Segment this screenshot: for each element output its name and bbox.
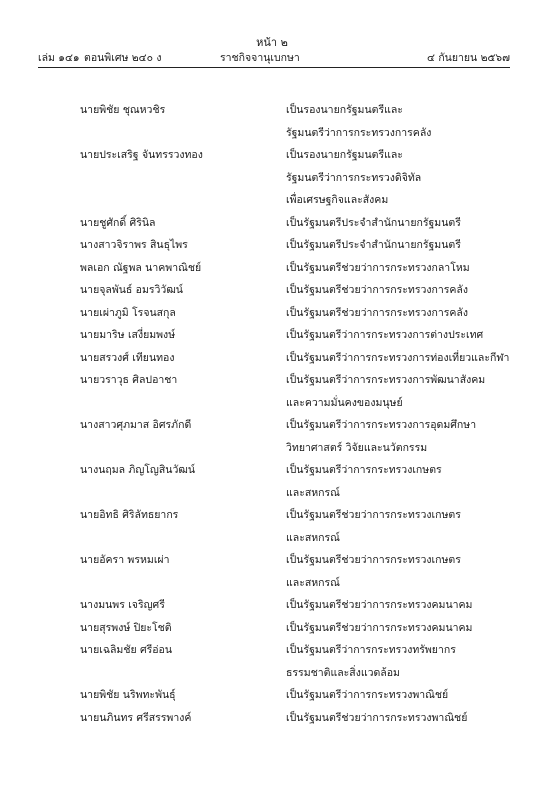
position-line: เป็นรัฐมนตรีประจำสำนักนายกรัฐมนตรี bbox=[286, 216, 461, 229]
appointee-name: นางสาวจิราพร สินธุไพร bbox=[80, 239, 188, 251]
appointee-name: นางมนพร เจริญศรี bbox=[80, 599, 165, 611]
position-line: เป็นรัฐมนตรีว่าการกระทรวงพาณิชย์ bbox=[286, 689, 449, 701]
appointment-position bbox=[286, 504, 526, 549]
position-line: เป็นรัฐมนตรีช่วยว่าการกระทรวงการคลัง bbox=[286, 284, 468, 296]
position-line: เป็นรัฐมนตรีว่าการกระทรวงการอุดมศึกษา bbox=[286, 419, 477, 431]
appointment-row bbox=[0, 639, 544, 684]
volume-label: เล่ม ๑๔๑ bbox=[38, 52, 80, 64]
appointment-row bbox=[0, 549, 544, 594]
position-line: เป็นรัฐมนตรีช่วยว่าการกระทรวงพาณิชย์ bbox=[286, 711, 468, 724]
appointment-row bbox=[0, 234, 544, 257]
appointee-name: นายประเสริฐ จันทรรวงทอง bbox=[80, 149, 203, 161]
position-line: และสหกรณ์ bbox=[286, 576, 340, 589]
page-number: หน้า ๒ bbox=[256, 36, 288, 49]
appointment-row bbox=[0, 212, 544, 235]
position-line: และสหกรณ์ bbox=[286, 486, 340, 499]
appointment-position bbox=[286, 707, 526, 730]
position-line: เป็นรัฐมนตรีช่วยว่าการกระทรวงกลาโหม bbox=[286, 261, 470, 274]
appointee-name: พลเอก ณัฐพล นาคพาณิชย์ bbox=[80, 261, 202, 274]
appointment-position bbox=[286, 302, 526, 325]
appointment-position bbox=[286, 279, 526, 302]
appointee-name: นายจุลพันธ์ อมรวิวัฒน์ bbox=[80, 284, 183, 296]
appointment-position bbox=[286, 459, 526, 504]
gazette-header bbox=[38, 49, 510, 67]
appointment-position bbox=[286, 639, 526, 684]
appointment-position bbox=[286, 369, 526, 414]
appointee-name: นายเผ่าภูมิ โรจนสกุล bbox=[80, 306, 176, 319]
appointee-name: นายวราวุธ ศิลปอาชา bbox=[80, 374, 178, 386]
position-line: เป็นรัฐมนตรีช่วยว่าการกระทรวงการคลัง bbox=[286, 306, 468, 319]
appointment-position bbox=[286, 549, 526, 594]
appointee-name: นายอัครา พรหมเผ่า bbox=[80, 554, 170, 566]
position-line: รัฐมนตรีว่าการกระทรวงดิจิทัล bbox=[286, 171, 422, 184]
position-line: เป็นรัฐมนตรีประจำสำนักนายกรัฐมนตรี bbox=[286, 239, 461, 251]
position-line: เพื่อเศรษฐกิจและสังคม bbox=[286, 194, 389, 206]
position-line: เป็นรองนายกรัฐมนตรีและ bbox=[286, 104, 403, 116]
position-line: และความมั่นคงของมนุษย์ bbox=[286, 396, 403, 409]
appointment-row bbox=[0, 414, 544, 459]
position-line: เป็นรองนายกรัฐมนตรีและ bbox=[286, 149, 403, 161]
position-line: รัฐมนตรีว่าการกระทรวงการคลัง bbox=[286, 126, 432, 139]
appointment-position bbox=[286, 257, 526, 280]
appointment-position bbox=[286, 414, 526, 459]
appointment-row bbox=[0, 594, 544, 617]
appointee-name: นายเฉลิมชัย ศรีอ่อน bbox=[80, 644, 173, 656]
header-divider bbox=[38, 67, 510, 68]
appointment-position bbox=[286, 99, 526, 144]
appointee-name: นายชูศักดิ์ ศิรินิล bbox=[80, 216, 156, 229]
appointee-name: นายพิชัย นริพทะพันธุ์ bbox=[80, 689, 176, 701]
appointment-row bbox=[0, 302, 544, 325]
appointee-name: นายสุรพงษ์ ปิยะโชติ bbox=[80, 621, 172, 634]
appointment-position bbox=[286, 212, 526, 235]
appointment-row bbox=[0, 324, 544, 347]
appointment-row bbox=[0, 144, 544, 212]
position-line: วิทยาศาสตร์ วิจัยและนวัตกรรม bbox=[286, 441, 428, 454]
appointment-row bbox=[0, 279, 544, 302]
position-line: เป็นรัฐมนตรีช่วยว่าการกระทรวงเกษตร bbox=[286, 509, 461, 521]
position-line: เป็นรัฐมนตรีช่วยว่าการกระทรวงคมนาคม bbox=[286, 599, 473, 611]
appointment-position bbox=[286, 347, 526, 370]
appointment-position bbox=[286, 617, 526, 640]
appointment-row bbox=[0, 504, 544, 549]
position-line: และสหกรณ์ bbox=[286, 531, 340, 544]
appointment-position bbox=[286, 234, 526, 257]
position-line: เป็นรัฐมนตรีช่วยว่าการกระทรวงเกษตร bbox=[286, 554, 461, 566]
appointment-position bbox=[286, 324, 526, 347]
position-line: เป็นรัฐมนตรีว่าการกระทรวงการท่องเที่ยวและกีฬา bbox=[286, 351, 510, 364]
issue-label: ตอนพิเศษ ๒๔๐ ง bbox=[84, 52, 162, 64]
appointment-row bbox=[0, 99, 544, 144]
appointee-name: นายมาริษ เสงี่ยมพงษ์ bbox=[80, 329, 176, 341]
appointment-row bbox=[0, 257, 544, 280]
appointment-position bbox=[286, 144, 526, 212]
appointee-name: นายอิทธิ ศิริลัทธยากร bbox=[80, 509, 179, 521]
appointee-name: นายนภินทร ศรีสรรพางค์ bbox=[80, 711, 192, 724]
appointment-row bbox=[0, 369, 544, 414]
appointment-position bbox=[286, 594, 526, 617]
appointee-name: นางนฤมล ภิญโญสินวัฒน์ bbox=[80, 464, 196, 476]
position-line: เป็นรัฐมนตรีว่าการกระทรวงเกษตร bbox=[286, 464, 442, 476]
position-line: เป็นรัฐมนตรีว่าการกระทรวงการต่างประเทศ bbox=[286, 329, 484, 341]
position-line: ธรรมชาติและสิ่งแวดล้อม bbox=[286, 666, 400, 679]
appointment-row bbox=[0, 617, 544, 640]
issue-date: ๔ กันยายน ๒๕๖๗ bbox=[427, 52, 510, 64]
appointee-name: นายพิชัย ชุณหวชิร bbox=[80, 104, 166, 116]
appointee-name: นางสาวศุภมาส อิศรภักดี bbox=[80, 419, 192, 431]
appointment-row bbox=[0, 684, 544, 707]
position-line: เป็นรัฐมนตรีช่วยว่าการกระทรวงคมนาคม bbox=[286, 621, 473, 634]
position-line: เป็นรัฐมนตรีว่าการกระทรวงทรัพยากร bbox=[286, 644, 456, 656]
appointment-row bbox=[0, 347, 544, 370]
appointment-list bbox=[0, 99, 544, 729]
appointee-name: นายสรวงศ์ เทียนทอง bbox=[80, 351, 175, 364]
gazette-title: ราชกิจจานุเบกษา bbox=[220, 52, 300, 64]
position-line: เป็นรัฐมนตรีว่าการกระทรวงการพัฒนาสังคม bbox=[286, 374, 486, 386]
appointment-position bbox=[286, 684, 526, 707]
appointment-row bbox=[0, 459, 544, 504]
appointment-row bbox=[0, 707, 544, 730]
